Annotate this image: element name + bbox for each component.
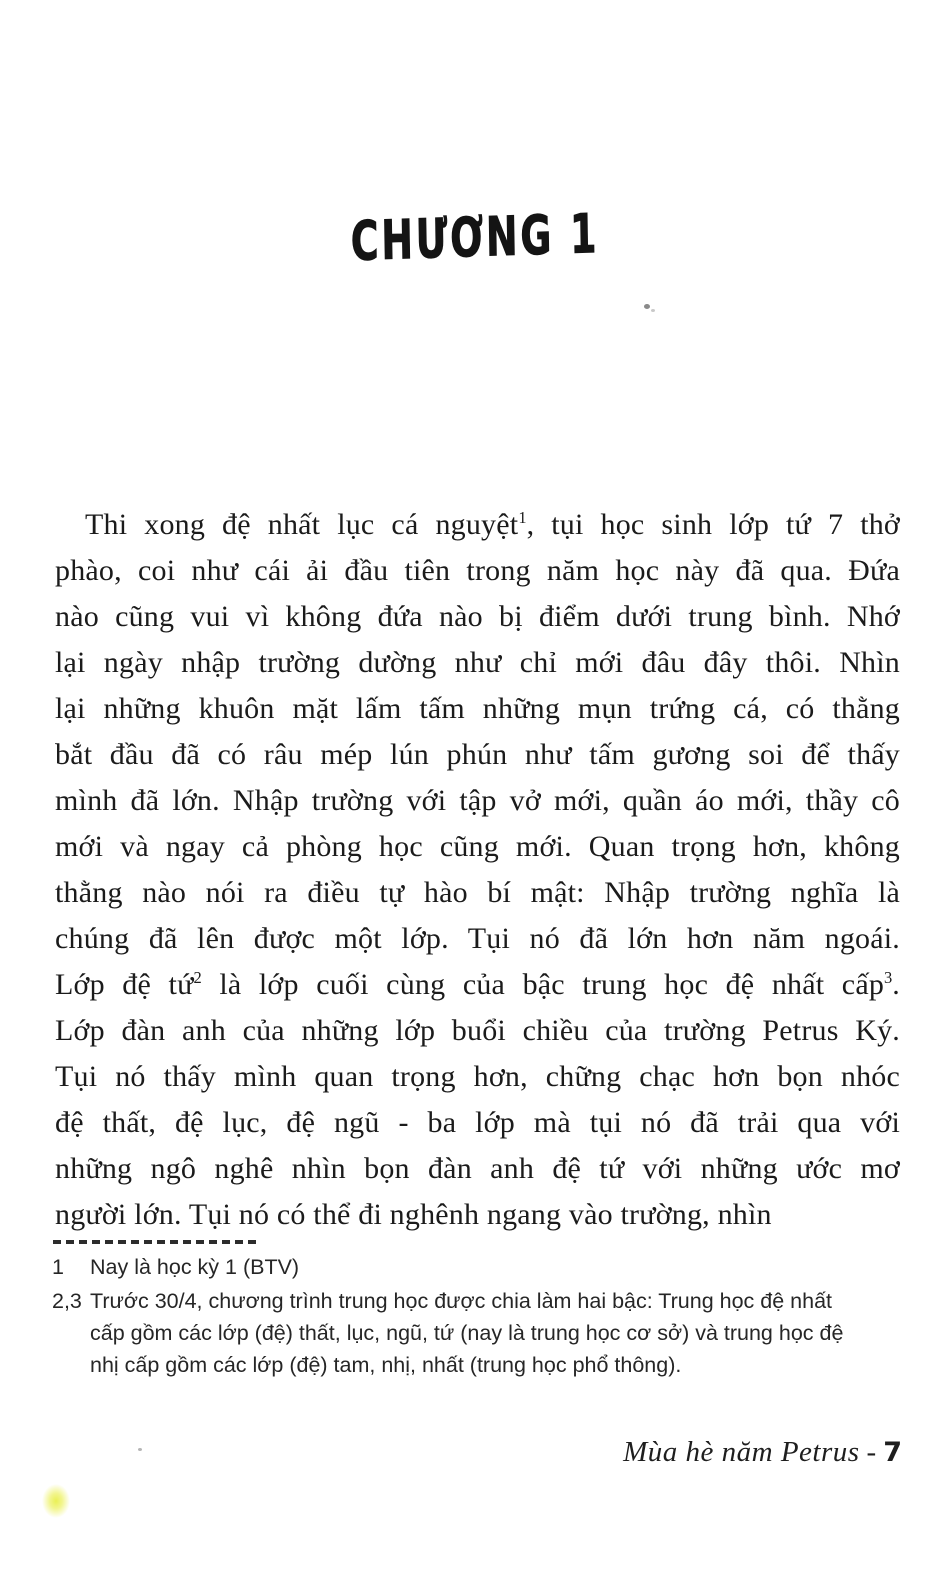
body-line: Lớp đàn anh của những lớp buổi chiều của trường Petrus Ký. bbox=[55, 1014, 900, 1047]
body-line: lại ngày nhập trường dường như chỉ mới đâu đây thôi. Nhìn bbox=[55, 646, 900, 679]
body-line: bắt đầu đã có râu mép lún phún như tấm gương soi để thấy bbox=[55, 738, 900, 771]
body-line: nào cũng vui vì không đứa nào bị điểm dưới trung bình. Nhớ bbox=[55, 600, 900, 633]
body-line: lại những khuôn mặt lấm tấm những mụn trứng cá, có thằng bbox=[55, 692, 900, 725]
page-footer bbox=[623, 1436, 902, 1469]
body-line: những ngô nghê nhìn bọn đàn anh đệ tứ với những ước mơ bbox=[55, 1152, 900, 1185]
footnote-ref: 1 bbox=[518, 508, 527, 527]
body-line: mình đã lớn. Nhập trường với tập vở mới, quần áo mới, thầy cô bbox=[55, 784, 900, 817]
body-line: Thi xong đệ nhất lục cá nguyệt$^1$, tụi học sinh lớp tứ 7 thở bbox=[85, 508, 900, 541]
body-line: đệ thất, đệ lục, đệ ngũ - ba lớp mà tụi nó đã trải qua với bbox=[55, 1106, 900, 1139]
book-title: Mùa hè năm Petrus bbox=[623, 1436, 860, 1468]
body-paragraph bbox=[55, 502, 900, 1238]
footnote bbox=[50, 1251, 892, 1283]
body-line: Tụi nó thấy mình quan trọng hơn, chững chạc hơn bọn nhóc bbox=[55, 1060, 900, 1093]
footnote bbox=[50, 1285, 892, 1381]
body-line: Lớp đệ tứ$^2$ là lớp cuối cùng của bậc trung học đệ nhất cấp$^3$. bbox=[55, 968, 900, 1001]
body-line: chúng đã lên được một lớp. Tụi nó đã lớn hơn năm ngoái. bbox=[55, 922, 900, 955]
footnote-text: Trước 30/4, chương trình trung học được chia làm hai bậc: Trung học đệ nhất cấp gồm các lớp (đệ) thất, lục, ngũ, tứ (nay là trung học cơ sở) và trung học đệ nhị cấp gồm các lớp (đệ) tam, nhị, nhất (trung học phổ thông). bbox=[90, 1289, 844, 1377]
footnote-marker: 2,3 bbox=[52, 1289, 82, 1313]
footnote-text: Nay là học kỳ 1 (BTV) bbox=[90, 1255, 300, 1279]
footnote-separator bbox=[53, 1240, 259, 1244]
footnote-marker: 1 bbox=[52, 1255, 64, 1279]
scan-artifact-highlight bbox=[42, 1484, 70, 1518]
footnote-ref: 3 bbox=[884, 968, 893, 987]
scan-artifact-speck bbox=[138, 1448, 142, 1451]
footnotes bbox=[50, 1251, 892, 1381]
scan-artifact-speck bbox=[644, 304, 650, 309]
chapter-title: CHƯƠNG 1 bbox=[350, 201, 600, 274]
footer-separator: - bbox=[866, 1436, 877, 1468]
body-line: thằng nào nói ra điều tự hào bí mật: Nhập trường nghĩa là bbox=[55, 876, 900, 909]
page-number: 7 bbox=[883, 1437, 902, 1468]
footnote-ref: 2 bbox=[193, 968, 202, 987]
body-line: người lớn. Tụi nó có thể đi nghênh ngang vào trường, nhìn bbox=[55, 1198, 772, 1231]
body-line: mới và ngay cả phòng học cũng mới. Quan trọng hơn, không bbox=[55, 830, 900, 863]
body-line: phào, coi như cái ải đầu tiên trong năm học này đã qua. Đứa bbox=[55, 554, 900, 587]
